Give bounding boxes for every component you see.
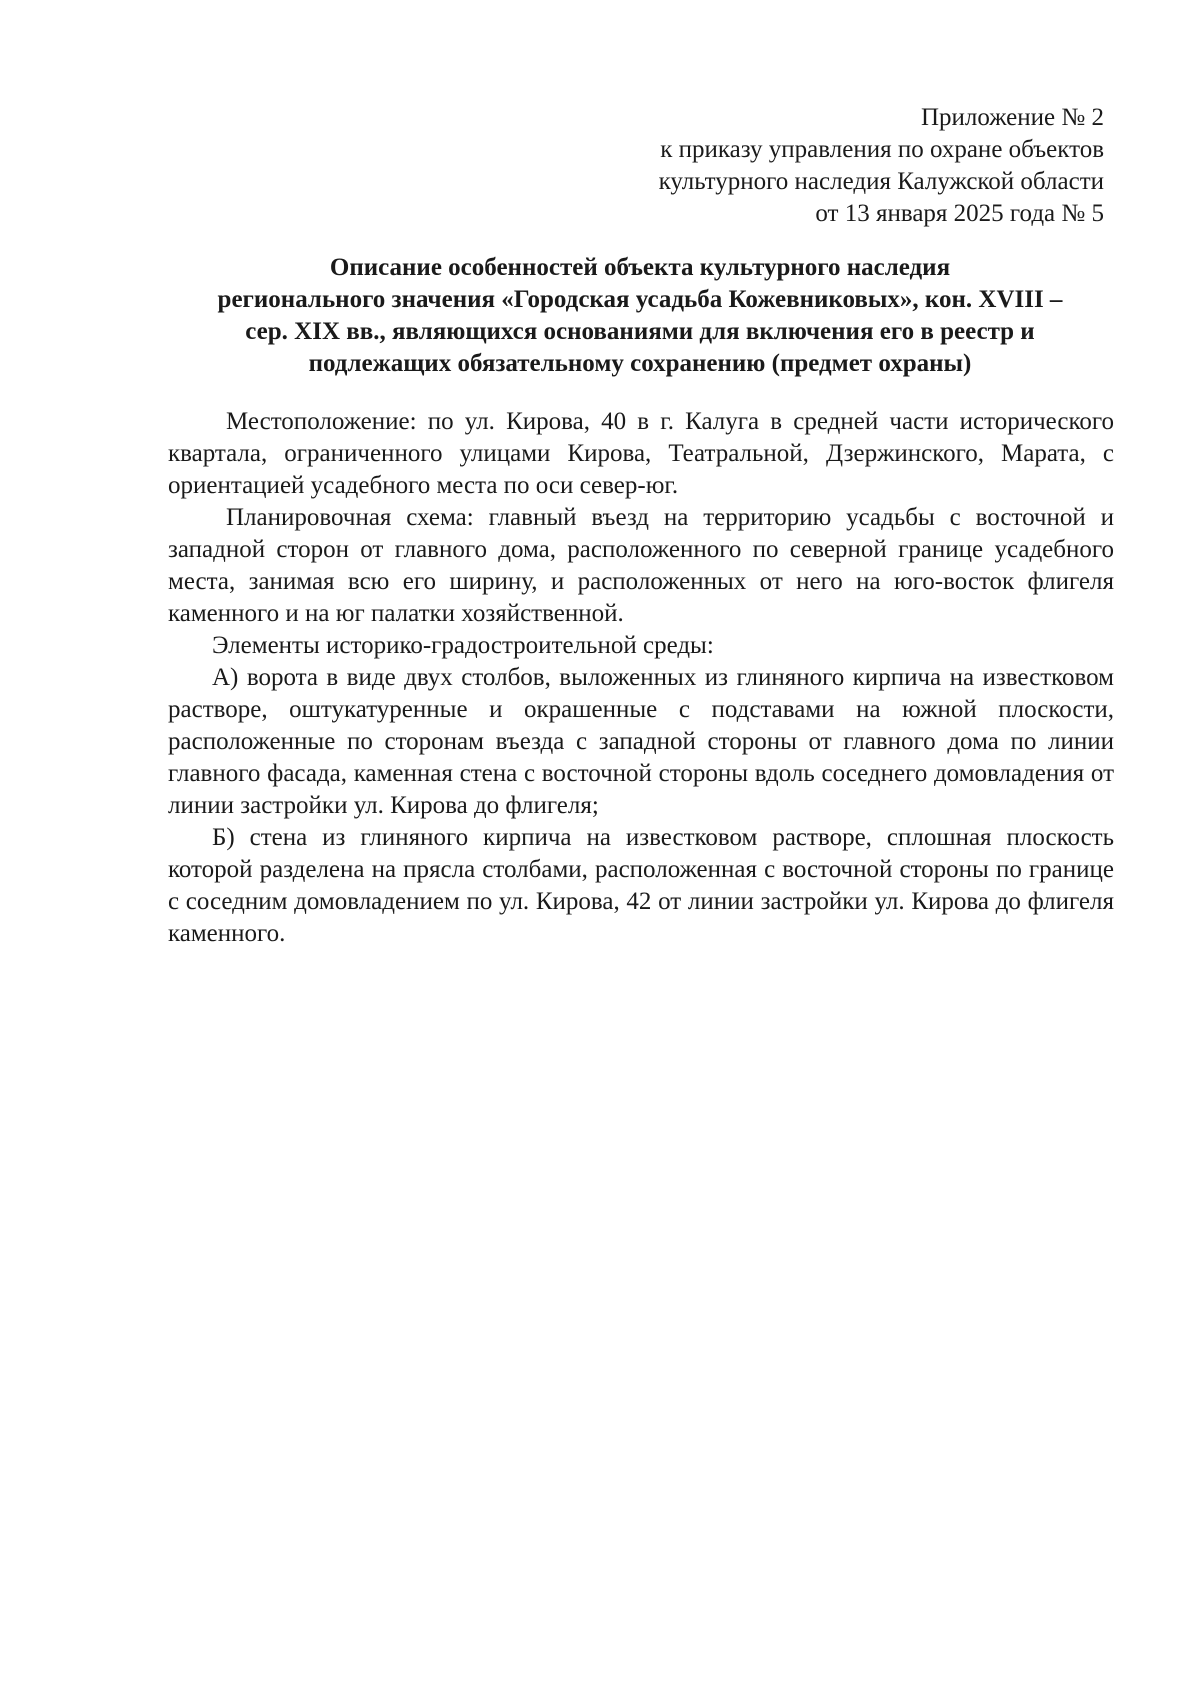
appendix-number: Приложение № 2 [920, 104, 1104, 131]
appendix-header [544, 102, 1104, 230]
item-a-paragraph: А) ворота в виде двух столбов, выложенных из глиняного кирпича на известковом растворе, оштукатуренные и окрашенные с подставами на южной плоскости, расположенные по сторонам въезда с западной стороны от главного дома по линии главного фасада, каменная стена с восточной стороны вдоль соседнего домовладения от линии застройки ул. Кирова до флигеля; [168, 664, 1114, 819]
item-b-paragraph: Б) стена из глиняного кирпича на известковом растворе, сплошная плоскость которой разделена на прясла столбами, расположенная с восточной стороны по границе с соседним домовладением по ул. Кирова, 42 от линии застройки ул. Кирова до флигеля каменного. [168, 824, 1114, 947]
document-body [168, 406, 1114, 950]
title-line-1: Описание особенностей объекта культурного наследия [329, 254, 951, 281]
document-title [160, 252, 1120, 380]
title-line-3: сер. XIX вв., являющихся основаниями для включения его в реестр и [245, 318, 1035, 345]
layout-paragraph: Планировочная схема: главный въезд на территорию усадьбы с восточной и западной сторон от главного дома, расположенного по северной границе усадебного места, занимая всю его ширину, и расположенных от него на юго-восток флигеля каменного и на юг палатки хозяйственной. [168, 504, 1114, 627]
appendix-order-ref: к приказу управления по охране объектов [660, 136, 1104, 163]
appendix-authority: культурного наследия Калужской области [658, 168, 1104, 195]
title-line-4: подлежащих обязательному сохранению (предмет охраны) [308, 350, 972, 377]
elements-heading: Элементы историко-градостроительной среды: [212, 632, 714, 659]
appendix-date: от 13 января 2025 года № 5 [815, 200, 1104, 227]
title-line-2: регионального значения «Городская усадьба Кожевниковых», кон. XVIII – [217, 286, 1063, 313]
location-paragraph: Местоположение: по ул. Кирова, 40 в г. Калуга в средней части исторического квартала, ограниченного улицами Кирова, Театральной, Дзержинского, Марата, с ориентацией усадебного места по оси север-юг. [168, 408, 1114, 499]
